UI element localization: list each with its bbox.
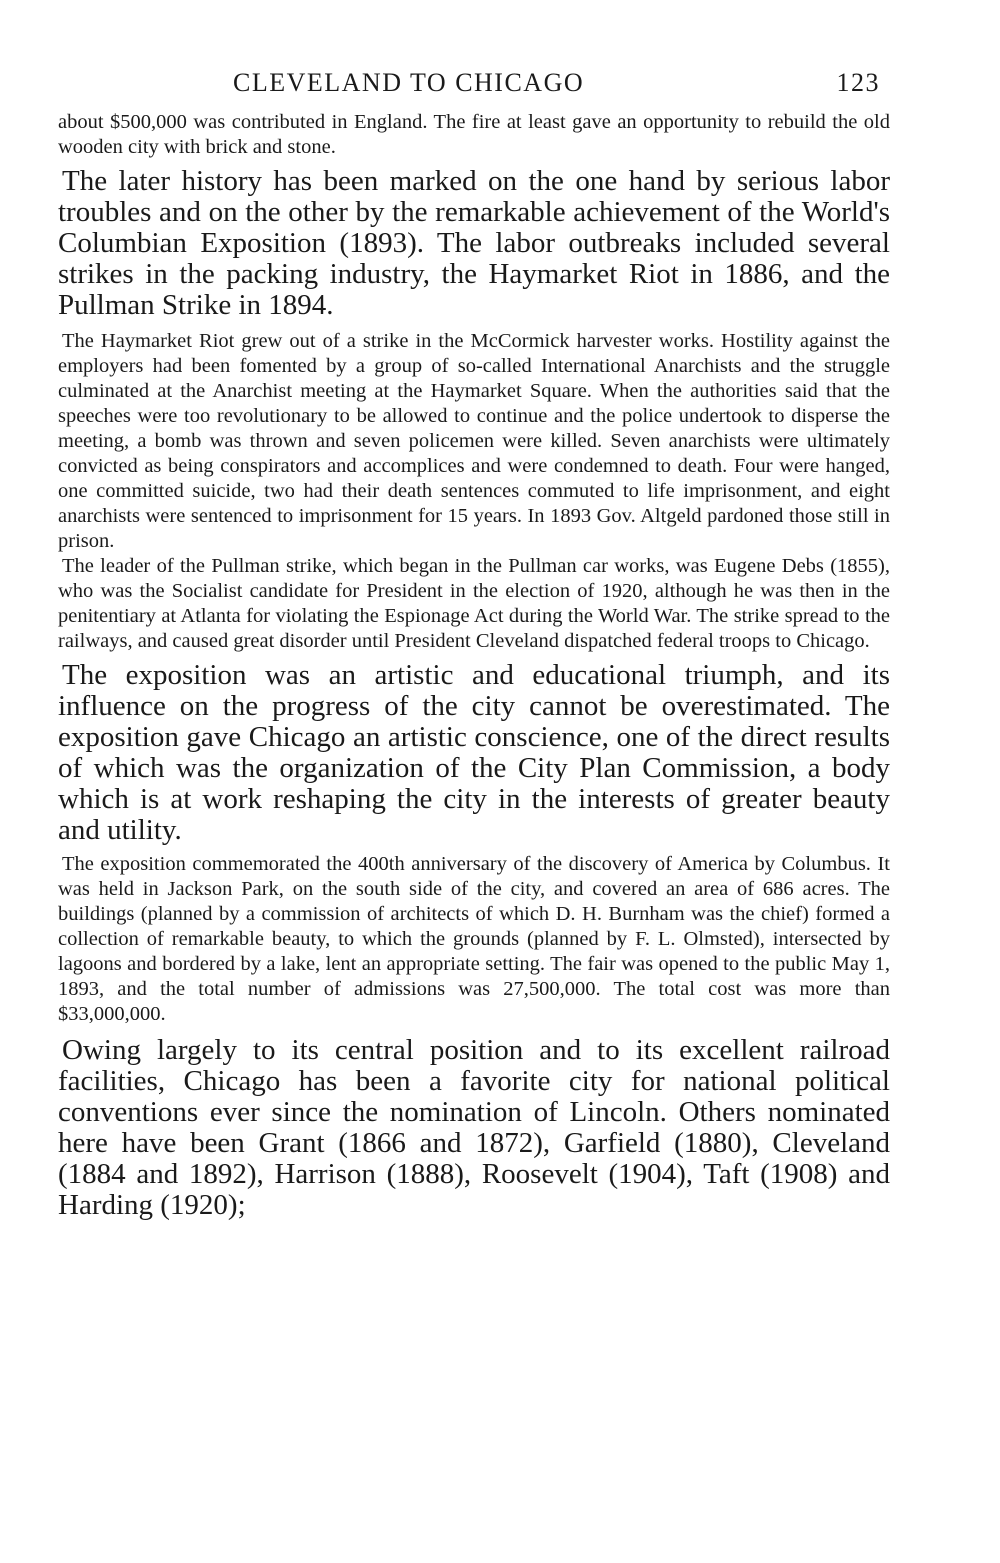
paragraph-political-conventions: Owing largely to its central position and to its excellent railroad facilities, Chicago has been a favorite city for national political conventions ever since the nomination of Lincoln. Others nominated here have been Grant (1866 and 1872), Garfield (1880), Cleveland (1884 and 1892), Harrison (1888), Roosevelt (1904), Taft (1908) and Harding (1920); <box>58 1034 890 1221</box>
running-title: CLEVELAND TO CHICAGO <box>233 68 585 97</box>
page-number: 123 <box>836 68 880 97</box>
book-page <box>58 68 890 1221</box>
paragraph-exposition-details: The exposition commemorated the 400th anniversary of the discovery of America by Columbus. It was held in Jackson Park, on the south side of the city, and covered an area of 686 acres. The buildings (planned by a commission of architects of which D. H. Burnham was the chief) formed a collection of remarkable beauty, to which the grounds (planned by F. L. Olmsted), intersected by lagoons and bordered by a lake, lent an appropriate setting. The fair was opened to the public May 1, 1893, and the total number of admissions was 27,500,000. The total cost was more than $33,000,000. <box>58 853 890 1025</box>
running-header <box>58 68 890 108</box>
paragraph-later-history: The later history has been marked on the one hand by serious labor troubles and on the other by the remarkable achievement of the World's Columbian Exposition (1893). The labor outbreaks included several strikes in the packing industry, the Haymarket Riot in 1886, and the Pullman Strike in 1894. <box>58 165 890 321</box>
paragraph-fire-continuation: about $500,000 was contributed in England. The fire at least gave an opportunity to rebuild the old wooden city with brick and stone. <box>58 111 890 158</box>
paragraph-haymarket-riot: The Haymarket Riot grew out of a strike in the McCormick harvester works. Hostility against the employers had been fomented by a group of so-called International Anarchists and the struggle culminated at the Anarchist meeting at the Haymarket Square. When the authorities said that the speeches were too revolutionary to be allowed to continue and the police undertook to disperse the meeting, a bomb was thrown and seven policemen were killed. Seven anarchists were ultimately convicted as being conspirators and accomplices and were condemned to death. Four were hanged, one committed suicide, two had their death sentences commuted to life imprisonment, and eight anarchists were sentenced to imprisonment for 15 years. In 1893 Gov. Altgeld pardoned those still in prison. <box>58 330 890 552</box>
paragraph-pullman-strike: The leader of the Pullman strike, which began in the Pullman car works, was Eugene Debs (1855), who was the Socialist candidate for President in the election of 1920, although he was then in the penitentiary at Atlanta for violating the Espionage Act during the World War. The strike spread to the railways, and caused great disorder until President Cleveland dispatched federal troops to Chicago. <box>58 555 890 652</box>
paragraph-exposition-triumph: The exposition was an artistic and educational triumph, and its influence on the progress of the city cannot be overestimated. The exposition gave Chicago an artistic conscience, one of the direct results of which was the organization of the City Plan Commission, a body which is at work reshaping the city in the interests of greater beauty and utility. <box>58 659 890 846</box>
